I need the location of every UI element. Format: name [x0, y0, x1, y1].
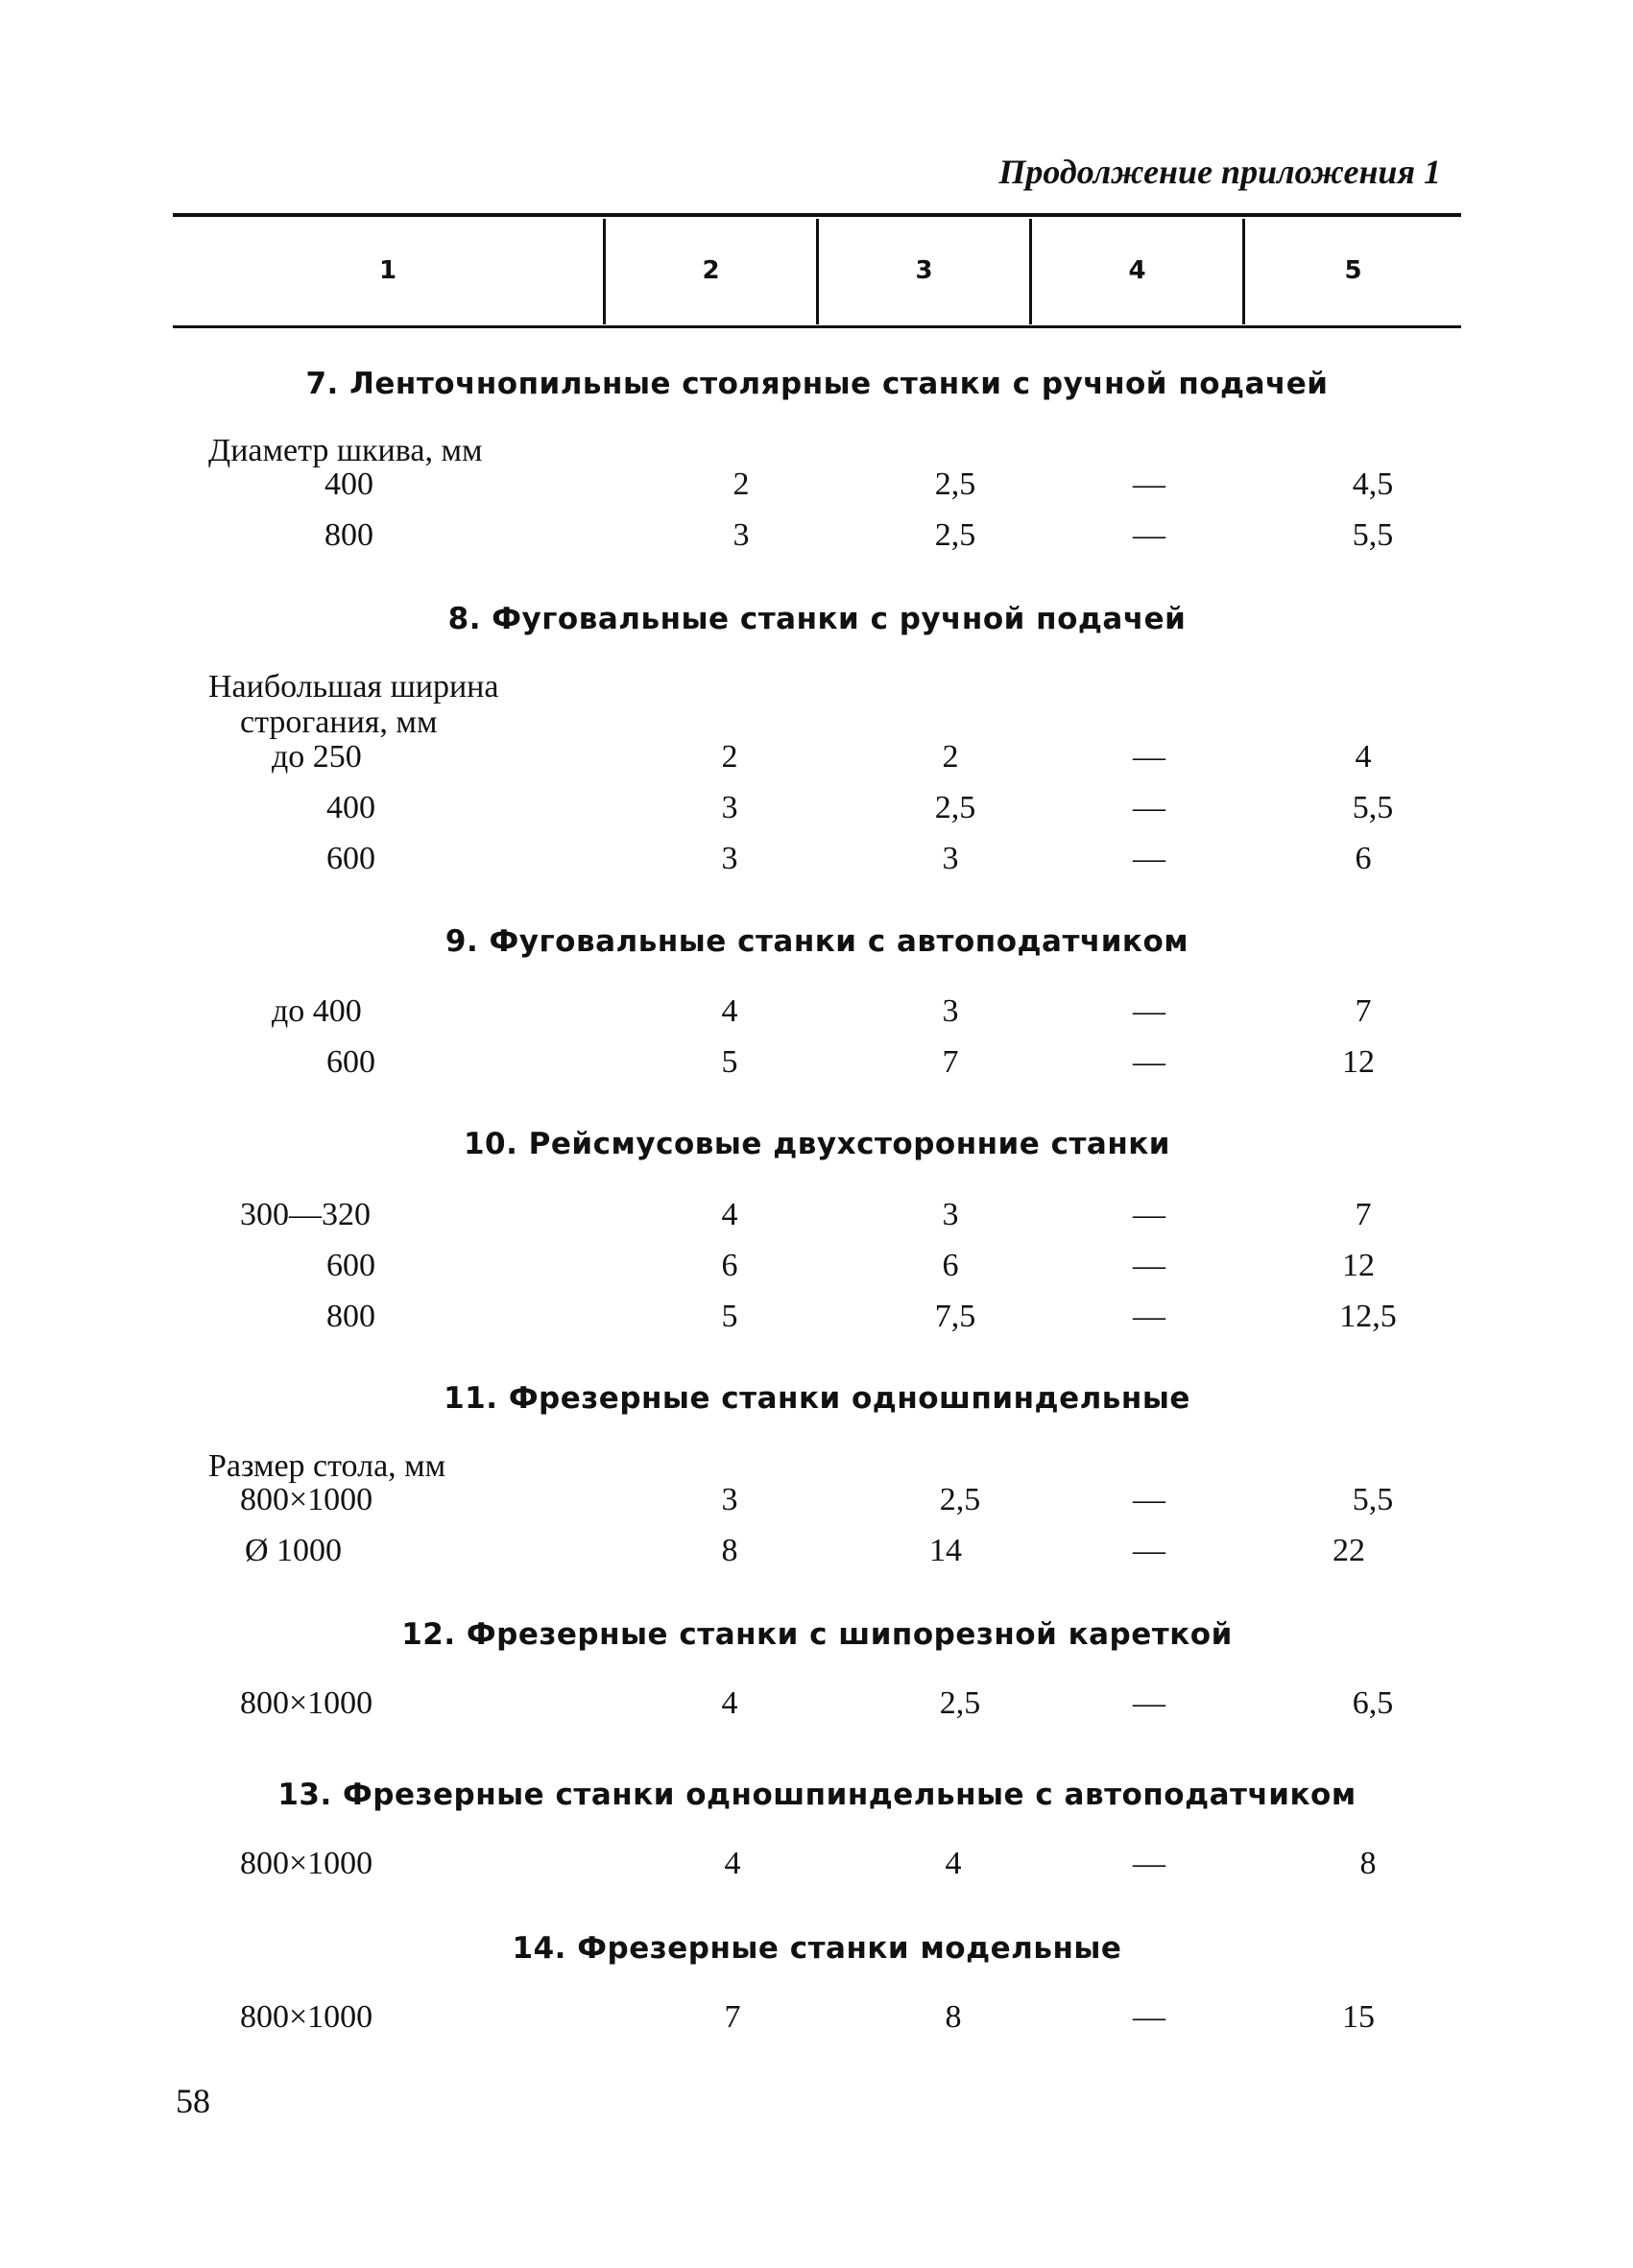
section-title: 11. Фрезерные станки одношпиндельные	[444, 1381, 1190, 1416]
cell-col3: 7	[942, 1044, 959, 1080]
cell-col2: 8	[721, 1533, 738, 1568]
row-label: Ø 1000	[245, 1533, 343, 1568]
cell-col5: 5,5	[1352, 517, 1394, 553]
section-title: 7. Ленточнопильные столярные станки с ручной подачей	[305, 367, 1329, 401]
cell-col3: 3	[942, 993, 959, 1029]
cell-col4: —	[1133, 1044, 1165, 1080]
cell-col5: 12	[1342, 1248, 1375, 1283]
row-label: 800	[326, 1299, 375, 1334]
column-header-4: 4	[1128, 256, 1146, 285]
cell-col3: 2,5	[939, 1482, 981, 1517]
cell-col5: 6,5	[1352, 1685, 1394, 1721]
table-header-bottom-rule	[173, 325, 1461, 328]
cell-col3: 2,5	[939, 1685, 981, 1721]
cell-col5: 5,5	[1352, 790, 1394, 825]
cell-col4: —	[1133, 1299, 1165, 1334]
section-title: 8. Фуговальные станки с ручной подачей	[447, 602, 1187, 636]
row-label: до 250	[272, 739, 362, 775]
cell-col5: 7	[1355, 1197, 1372, 1232]
cell-col4: —	[1133, 517, 1165, 553]
cell-col5: 6	[1355, 841, 1372, 876]
row-label: 600	[326, 1044, 375, 1080]
cell-col3: 2,5	[934, 517, 976, 553]
cell-col3: 2,5	[934, 466, 976, 502]
cell-col4: —	[1133, 993, 1165, 1029]
cell-col4: —	[1133, 1846, 1165, 1881]
cell-col2: 4	[721, 1197, 738, 1232]
cell-col5: 8	[1359, 1846, 1377, 1881]
cell-col3: 14	[929, 1533, 962, 1568]
cell-col4: —	[1133, 1197, 1165, 1232]
row-group-label: строгания, мм	[240, 704, 438, 740]
column-header-2: 2	[702, 256, 720, 285]
cell-col3: 3	[942, 1197, 959, 1232]
row-label: 300—320	[240, 1197, 371, 1232]
cell-col3: 6	[942, 1248, 959, 1283]
cell-col4: —	[1133, 1248, 1165, 1283]
row-label: 800	[324, 517, 373, 553]
cell-col5: 12	[1342, 1044, 1375, 1080]
running-head: Продолжение приложения 1	[998, 153, 1441, 191]
cell-col3: 2,5	[934, 790, 976, 825]
cell-col2: 5	[721, 1299, 738, 1334]
section-title: 12. Фрезерные станки с шипорезной кареткой	[401, 1617, 1233, 1652]
page-number: 58	[176, 2082, 210, 2120]
cell-col2: 2	[721, 739, 738, 775]
cell-col2: 5	[721, 1044, 738, 1080]
row-group-label: Диаметр шкива, мм	[208, 433, 483, 468]
row-label: 800×1000	[240, 1685, 373, 1721]
cell-col2: 7	[724, 1999, 741, 2035]
row-label: 600	[326, 841, 375, 876]
cell-col3: 3	[942, 841, 959, 876]
cell-col5: 4	[1355, 739, 1372, 775]
cell-col4: —	[1133, 841, 1165, 876]
cell-col3: 4	[945, 1846, 962, 1881]
cell-col5: 4,5	[1352, 466, 1394, 502]
row-label: 400	[326, 790, 375, 825]
cell-col2: 3	[732, 517, 750, 553]
cell-col4: —	[1133, 1685, 1165, 1721]
cell-col5: 7	[1355, 993, 1372, 1029]
cell-col2: 3	[721, 790, 738, 825]
cell-col2: 6	[721, 1248, 738, 1283]
cell-col3: 2	[942, 739, 959, 775]
cell-col2: 3	[721, 1482, 738, 1517]
cell-col4: —	[1133, 739, 1165, 775]
section-title: 10. Рейсмусовые двухсторонние станки	[463, 1127, 1171, 1161]
column-header-3: 3	[915, 256, 933, 285]
column-header-1: 1	[378, 256, 397, 285]
cell-col2: 4	[721, 1685, 738, 1721]
cell-col5: 12,5	[1339, 1299, 1397, 1334]
row-label: 400	[324, 466, 373, 502]
cell-col4: —	[1133, 1482, 1165, 1517]
row-label: 800×1000	[240, 1482, 373, 1517]
cell-col5: 15	[1342, 1999, 1375, 2035]
cell-col4: —	[1133, 790, 1165, 825]
cell-col3: 8	[945, 1999, 962, 2035]
section-title: 14. Фрезерные станки модельные	[512, 1931, 1122, 1966]
row-group-label: Наибольшая ширина	[208, 669, 499, 704]
cell-col5: 5,5	[1352, 1482, 1394, 1517]
row-label: до 400	[272, 993, 362, 1029]
section-title: 13. Фрезерные станки одношпиндельные с автоподатчиком	[277, 1778, 1357, 1812]
cell-col4: —	[1133, 466, 1165, 502]
cell-col5: 22	[1333, 1533, 1365, 1568]
column-header-5: 5	[1344, 256, 1362, 285]
cell-col2: 2	[732, 466, 750, 502]
row-group-label: Размер стола, мм	[208, 1448, 446, 1484]
cell-col4: —	[1133, 1533, 1165, 1568]
row-label: 800×1000	[240, 1999, 373, 2035]
cell-col4: —	[1133, 1999, 1165, 2035]
cell-col2: 4	[724, 1846, 741, 1881]
cell-col2: 3	[721, 841, 738, 876]
row-label: 800×1000	[240, 1846, 373, 1881]
cell-col3: 7,5	[934, 1299, 976, 1334]
cell-col2: 4	[721, 993, 738, 1029]
section-title: 9. Фуговальные станки с автоподатчиком	[444, 924, 1189, 959]
row-label: 600	[326, 1248, 375, 1283]
